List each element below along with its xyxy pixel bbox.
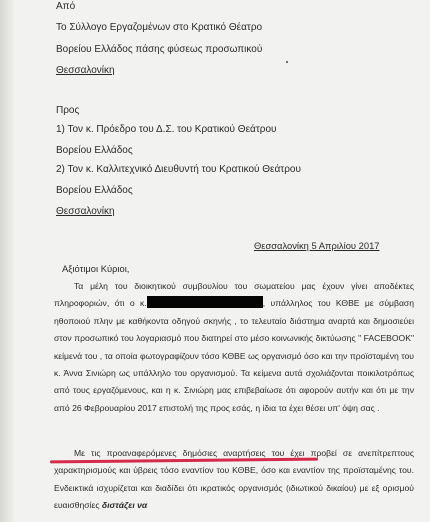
recipient-1-line-1: 1) Τον κ. Πρόεδρο του Δ.Σ. του Κρατικού Θεάτρου	[56, 124, 277, 135]
recipient-1-line-2: Βορείου Ελλάδος	[56, 145, 133, 156]
body-paragraph-1	[54, 278, 414, 417]
paragraph-1-text-b: , υπάλληλος του ΚΘΒΕ με σύμβαση ηθοποιού πλην με καθήκοντα οδηγού σκηνής , το τελευταίο διάστημα αναρτά και δημοσιεύει στον προσωπικό του λογαριασμό που διατηρεί στο μέσο κοινωνικής δικτύωσης " FACEBOOK" κείμενά του , τα οποία φωτογραφίζουν τόσο ΚΘΒΕ ως οργανισμό όσο και την προϊσταμένη του κ. Άννα Σινιώρη ως υπάλληλο του οργανισμού. Τα κείμενα αυτά σχολιάζονται ποικιλοτρόπως από τους εργαζόμενους, και η κ. Σινιώρη μας επιβεβαίωσε ότι αφορούν αυτήν και ότι με την από 26 Φεβρουαρίου 2017 επιστολή της προς εσάς, η ίδια τα έχει θέσει υπ' όψη σας .	[54, 298, 414, 413]
paragraph-1-text-a: Τα μέλη του διοικητικού συμβουλίου του σωματείου μας έχουν γίνει αποδέκτες πληροφοριών, ότι ο κ.	[54, 281, 414, 309]
to-label: Προς	[56, 105, 80, 116]
from-city: Θεσσαλονίκη	[56, 65, 115, 76]
greeting: Αξιότιμοι Κύριοι,	[62, 263, 130, 274]
paragraph-2-text: Με τις προαναφερόμενες δημόσιες αναρτήσεις του έχει προβεί σε ανεπίτρεπτους χαρακτηρισμούς και ύβρεις τόσο εναντίον του ΚΘΒΕ, όσο και εναντίον της προϊσταμένης του. Ενδεικτικά ισχυρίζεται και διαδίδει ότι ικρατικός οργανισμός (ιδιωτικού δικαίου) με εξ ορισμού ευαισθησίες	[54, 448, 414, 511]
from-label: Από	[56, 1, 76, 12]
redaction-box	[147, 296, 263, 308]
recipient-2-line-2: Βορείου Ελλάδος	[56, 185, 133, 196]
recipient-2-line-1: 2) Τον κ. Καλλιτεχνικό Διευθυντή του Κρατικού Θεάτρου	[56, 164, 301, 175]
date-line: Θεσσαλονίκη 5 Απριλίου 2017	[254, 240, 380, 251]
from-line-2: Βορείου Ελλάδος πάσης φύσεως προσωπικού	[56, 44, 263, 55]
paragraph-2-bold-text: διστάζει να	[101, 500, 148, 511]
from-line-1: Το Σύλλογο Εργαζομένων στο Κρατικό Θέατρο	[56, 22, 263, 33]
to-city: Θεσσαλονίκη	[56, 206, 115, 217]
body-paragraph-2	[54, 445, 414, 515]
speck	[286, 61, 288, 63]
